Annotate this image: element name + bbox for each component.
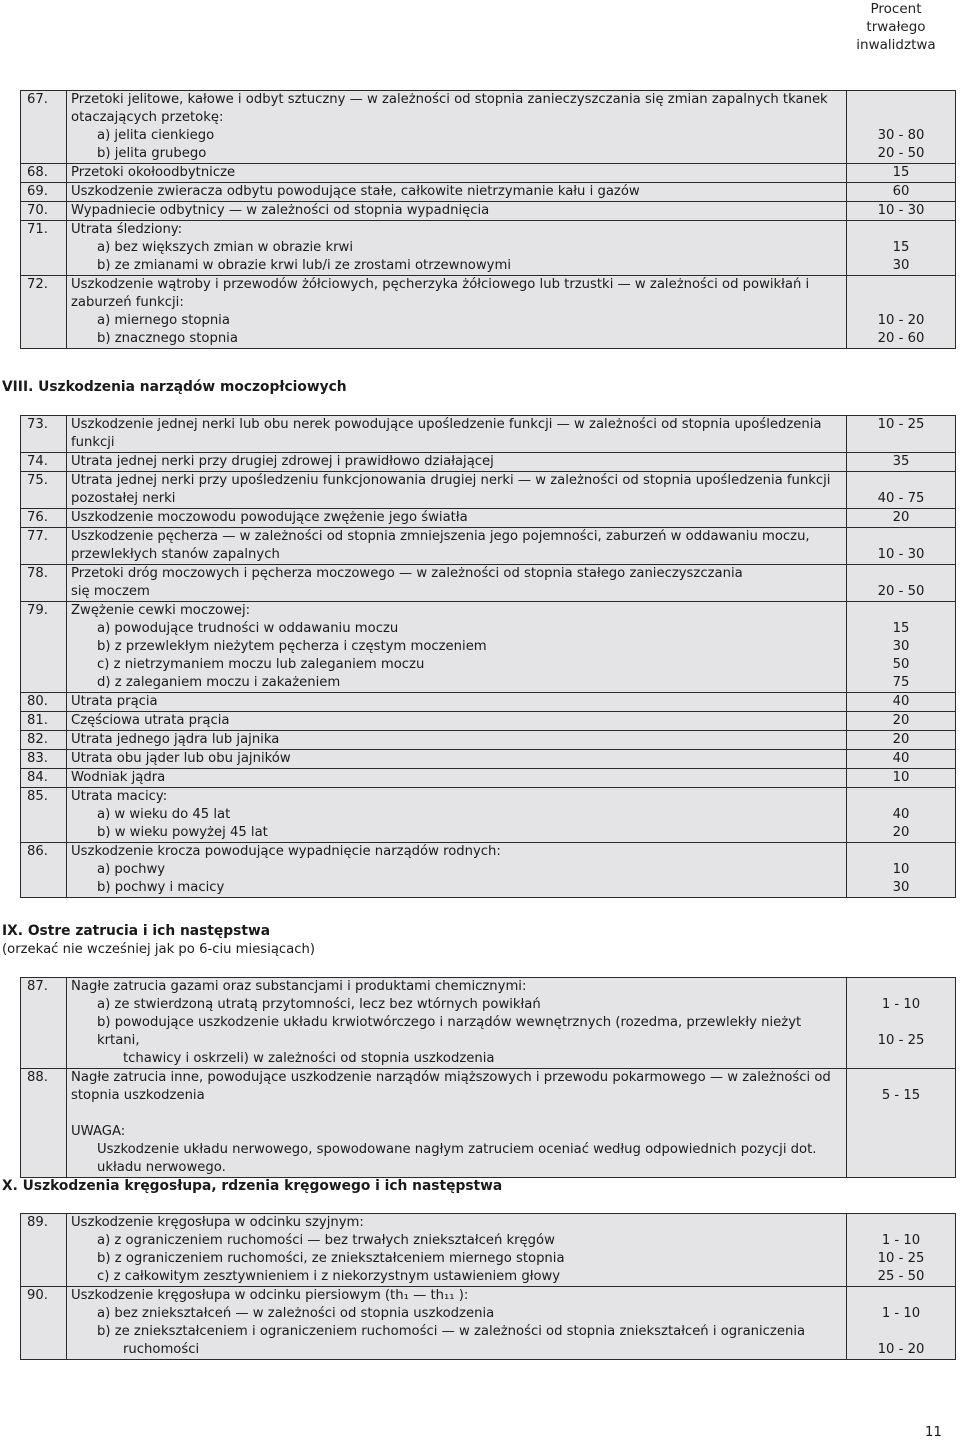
percent-value: 40 [892, 751, 910, 766]
description-line: b) z ograniczeniem ruchomości, ze zniekształceniem miernego stopnia [97, 1251, 565, 1266]
item-number: 73. [21, 416, 67, 453]
item-number: 75. [21, 472, 67, 509]
item-number: 71. [21, 221, 67, 276]
percent-value [847, 472, 955, 490]
description-line: b) w wieku powyżej 45 lat [97, 825, 268, 840]
item-number: 76. [21, 509, 67, 528]
item-description [67, 1287, 847, 1360]
description-line: Utrata jednej nerki przy drugiej zdrowej i prawidłowo działającej [71, 454, 494, 469]
item-number: 82. [21, 731, 67, 750]
percent-value: 1 - 10 [881, 997, 921, 1012]
item-number: 80. [21, 693, 67, 712]
item-number: 72. [21, 276, 67, 349]
percent-value [847, 1069, 955, 1087]
description-line: a) jelita cienkiego [97, 128, 215, 143]
percent-value: 1 - 10 [881, 1306, 921, 1321]
percent-value: 20 [892, 713, 910, 728]
description-line: się moczem [71, 584, 150, 599]
item-number: 70. [21, 202, 67, 221]
table-row [21, 731, 956, 750]
section-ix-title: IX. Ostre zatrucia i ich następstwa [2, 923, 271, 939]
table-row [21, 164, 956, 183]
description-line: b) z przewlekłym nieżytem pęcherza i częstym moczeniem [97, 639, 487, 654]
item-percent [847, 693, 956, 712]
item-percent [847, 509, 956, 528]
item-number: 83. [21, 750, 67, 769]
item-description [67, 565, 847, 602]
table-row [21, 183, 956, 202]
item-number: 77. [21, 528, 67, 565]
item-percent [847, 750, 956, 769]
description-line: Uszkodzenie jednej nerki lub obu nerek powodujące upośledzenie funkcji — w zależności od stopnia upośledzenia funkcji [71, 417, 822, 450]
item-description [67, 416, 847, 453]
percent-value: 15 [892, 621, 910, 636]
item-description [67, 183, 847, 202]
description-line: Nagłe zatrucia gazami oraz substancjami i produktami chemicznymi: [71, 979, 527, 994]
description-line: Przetoki okołoodbytnicze [71, 165, 236, 180]
description-line: Utrata śledziony: [71, 222, 183, 237]
percent-value: 35 [892, 454, 910, 469]
percent-value: 20 - 50 [877, 584, 925, 599]
percent-value [847, 294, 955, 312]
item-description [67, 693, 847, 712]
percent-value: 20 [892, 732, 910, 747]
description-line: Uszkodzenie zwieracza odbytu powodujące stałe, całkowite nietrzymanie kału i gazów [71, 184, 640, 199]
percent-value: 50 [892, 657, 910, 672]
description-line: Uszkodzenie kręgosłupa w odcinku szyjnym: [71, 1215, 364, 1230]
table-row [21, 453, 956, 472]
item-percent [847, 472, 956, 509]
percent-value [847, 788, 955, 806]
injury-table-spine [20, 1213, 956, 1360]
table-row [21, 1287, 956, 1360]
injury-table-urogenital [20, 415, 956, 898]
percent-value: 30 [892, 258, 910, 273]
percent-value: 40 - 75 [877, 491, 925, 506]
item-description [67, 276, 847, 349]
description-line: Wypadniecie odbytnicy — w zależności od stopnia wypadnięcia [71, 203, 490, 218]
description-line: a) w wieku do 45 lat [97, 807, 231, 822]
description-line: a) bez zniekształceń — w zależności od stopnia uszkodzenia [97, 1306, 495, 1321]
item-number: 85. [21, 788, 67, 843]
table-row [21, 978, 956, 1069]
table-row [21, 416, 956, 453]
item-percent [847, 731, 956, 750]
item-description [67, 788, 847, 843]
description-line: Utrata macicy: [71, 789, 168, 804]
description-line: Uszkodzenie moczowodu powodujące zwężenie jego światła [71, 510, 468, 525]
column-header-line: Procent [870, 1, 922, 17]
description-line: d) z zaleganiem moczu i zakażeniem [97, 675, 341, 690]
item-description [67, 221, 847, 276]
injury-table-poisoning [20, 977, 956, 1178]
description-line: c) z nietrzymaniem moczu lub zaleganiem moczu [97, 657, 425, 672]
description-line: a) miernego stopnia [97, 313, 230, 328]
percent-value: 40 [892, 694, 910, 709]
item-number: 87. [21, 978, 67, 1069]
item-number: 79. [21, 602, 67, 693]
table-row [21, 602, 956, 693]
description-line: Wodniak jądra [71, 770, 166, 785]
percent-value: 10 - 20 [877, 1342, 925, 1357]
item-percent [847, 712, 956, 731]
section-x-title: X. Uszkodzenia kręgosłupa, rdzenia kręgowego i ich następstwa [2, 1178, 503, 1194]
item-description [67, 202, 847, 221]
item-percent [847, 276, 956, 349]
percent-value: 15 [892, 165, 910, 180]
description-line: zaburzeń funkcji: [71, 295, 184, 310]
description-line: c) z całkowitym zesztywnieniem i z niekorzystnym ustawieniem głowy [97, 1269, 561, 1284]
description-line: Utrata jednej nerki przy upośledzeniu funkcjonowania drugiej nerki — w zależności od stopnia upośledzenia funkcji [71, 473, 831, 488]
percent-value [847, 91, 955, 109]
item-number: 88. [21, 1069, 67, 1178]
column-header-line: inwalidztwa [856, 37, 936, 53]
item-percent [847, 1069, 956, 1178]
percent-value: 10 - 25 [877, 1251, 925, 1266]
percent-value [847, 1214, 955, 1232]
column-header-line: trwałego [866, 19, 926, 35]
percent-value: 1 - 10 [881, 1233, 921, 1248]
item-percent [847, 1287, 956, 1360]
table-row [21, 472, 956, 509]
description-line: UWAGA: [71, 1124, 126, 1139]
percent-value [847, 109, 955, 127]
description-line: a) powodujące trudności w oddawaniu moczu [97, 621, 399, 636]
item-description [67, 164, 847, 183]
item-number: 90. [21, 1287, 67, 1360]
item-description [67, 769, 847, 788]
description-line: Przetoki dróg moczowych i pęcherza moczowego — w zależności od stopnia stałego zanieczyszczania [71, 566, 743, 581]
injury-table-digestive [20, 90, 956, 349]
description-line: Uszkodzenie układu nerwowego, spowodowane nagłym zatruciem oceniać według odpowiednich pozycji dot. [97, 1142, 817, 1157]
item-description [67, 602, 847, 693]
description-line: b) znacznego stopnia [97, 331, 238, 346]
description-line: Uszkodzenie kręgosłupa w odcinku piersiowym (th₁ — th₁₁ ): [71, 1288, 469, 1303]
item-number: 81. [21, 712, 67, 731]
item-description [67, 453, 847, 472]
percent-value [847, 1105, 955, 1123]
percent-value: 5 - 15 [881, 1088, 921, 1103]
description-line: Utrata jednego jądra lub jajnika [71, 732, 280, 747]
table-row [21, 712, 956, 731]
table-row [21, 565, 956, 602]
section-viii-title: VIII. Uszkodzenia narządów moczopłciowych [2, 379, 347, 395]
percent-value: 30 [892, 639, 910, 654]
description-line: pozostałej nerki [71, 491, 176, 506]
description-line: Utrata obu jąder lub obu jajników [71, 751, 291, 766]
percent-value: 10 - 20 [877, 313, 925, 328]
item-number: 74. [21, 453, 67, 472]
item-number: 86. [21, 843, 67, 898]
description-line: b) ze zniekształceniem i ograniczeniem ruchomości — w zależności od stopnia zniekształceń i ograniczenia [97, 1324, 806, 1339]
table-row [21, 276, 956, 349]
section-ix-note: (orzekać nie wcześniej jak po 6-ciu miesiącach) [2, 942, 316, 957]
item-percent [847, 978, 956, 1069]
item-description [67, 843, 847, 898]
percent-value: 75 [892, 675, 910, 690]
item-percent [847, 416, 956, 453]
description-line: Nagłe zatrucia inne, powodujące uszkodzenie narządów miąższowych i przewodu pokarmowego — w zależności od [71, 1070, 831, 1085]
table-row [21, 91, 956, 164]
percent-value [847, 843, 955, 861]
description-line: b) ze zmianami w obrazie krwi lub/i ze zrostami otrzewnowymi [97, 258, 511, 273]
item-percent [847, 528, 956, 565]
item-percent [847, 602, 956, 693]
percent-value [847, 565, 955, 583]
table-row [21, 1214, 956, 1287]
percent-value [847, 1323, 955, 1341]
percent-value: 30 - 80 [877, 128, 925, 143]
percent-value: 60 [892, 184, 910, 199]
description-line: tchawicy i oskrzeli) w zależności od stopnia uszkodzenia [123, 1051, 495, 1066]
description-line: Uszkodzenie krocza powodujące wypadnięcie narządów rodnych: [71, 844, 501, 859]
table-row [21, 693, 956, 712]
percent-value [847, 602, 955, 620]
item-description [67, 978, 847, 1069]
item-percent [847, 843, 956, 898]
table-row [21, 843, 956, 898]
percent-value [847, 1287, 955, 1305]
description-line: ruchomości [123, 1342, 200, 1357]
description-line: b) powodujące uszkodzenie układu krwiotwórczego i narządów wewnętrznych (rozedma, przewlekły nieżyt krtani, [97, 1015, 802, 1048]
description-line: stopnia uszkodzenia [71, 1088, 205, 1103]
item-description [67, 731, 847, 750]
item-number: 68. [21, 164, 67, 183]
percent-value: 20 - 50 [877, 146, 925, 161]
percent-value: 15 [892, 240, 910, 255]
description-line: a) ze stwierdzoną utratą przytomności, lecz bez wtórnych powikłań [97, 997, 541, 1012]
item-description [67, 528, 847, 565]
description-line: a) pochwy [97, 862, 166, 877]
item-description [67, 91, 847, 164]
item-percent [847, 221, 956, 276]
percent-value [847, 1141, 955, 1159]
item-number: 89. [21, 1214, 67, 1287]
percent-value: 10 - 30 [877, 547, 925, 562]
percent-value: 25 - 50 [877, 1269, 925, 1284]
item-percent [847, 164, 956, 183]
item-number: 67. [21, 91, 67, 164]
percent-value: 10 [892, 770, 910, 785]
item-number: 78. [21, 565, 67, 602]
percent-value: 10 [892, 862, 910, 877]
table-row [21, 750, 956, 769]
percent-value [847, 1123, 955, 1141]
description-line: a) bez większych zmian w obrazie krwi [97, 240, 353, 255]
item-description [67, 1069, 847, 1178]
item-description [67, 712, 847, 731]
description-line: Częściowa utrata prącia [71, 713, 230, 728]
percent-value: 10 - 25 [877, 1033, 925, 1048]
description-line: Zwężenie cewki moczowej: [71, 603, 251, 618]
description-line: Uszkodzenie wątroby i przewodów żółciowych, pęcherzyka żółciowego lub trzustki — w zależności od powikłań i [71, 277, 810, 292]
table-row [21, 1069, 956, 1178]
description-line: otaczających przetokę: [71, 110, 224, 125]
table-row [21, 221, 956, 276]
description-line: a) z ograniczeniem ruchomości — bez trwałych zniekształceń kręgów [97, 1233, 555, 1248]
table-row [21, 769, 956, 788]
item-percent [847, 453, 956, 472]
table-row [21, 528, 956, 565]
page-number: 11 [924, 1424, 942, 1440]
table-row [21, 509, 956, 528]
percent-value: 20 [892, 825, 910, 840]
percent-value [847, 276, 955, 294]
item-number: 69. [21, 183, 67, 202]
percent-value: 10 - 30 [877, 203, 925, 218]
percent-value [847, 221, 955, 239]
item-percent [847, 202, 956, 221]
percent-value [847, 1159, 955, 1177]
description-line: b) pochwy i macicy [97, 880, 225, 895]
item-percent [847, 1214, 956, 1287]
description-line: przewlekłych stanów zapalnych [71, 547, 280, 562]
description-line: układu nerwowego. [97, 1160, 226, 1175]
item-percent [847, 565, 956, 602]
percent-value [847, 978, 955, 996]
item-percent [847, 91, 956, 164]
item-percent [847, 769, 956, 788]
item-description [67, 509, 847, 528]
percent-value: 30 [892, 880, 910, 895]
column-header-percent [846, 0, 946, 54]
item-description [67, 1214, 847, 1287]
percent-value [847, 528, 955, 546]
item-percent [847, 788, 956, 843]
table-row [21, 202, 956, 221]
percent-value: 20 [892, 510, 910, 525]
description-line: Uszkodzenie pęcherza — w zależności od stopnia zmniejszenia jego pojemności, zaburzeń w oddawaniu moczu, [71, 529, 810, 544]
description-line: Przetoki jelitowe, kałowe i odbyt sztuczny — w zależności od stopnia zanieczyszczania się zmian zapalnych tkanek [71, 92, 828, 107]
percent-value [847, 1014, 955, 1032]
item-percent [847, 183, 956, 202]
description-line: Utrata prącia [71, 694, 158, 709]
percent-value: 40 [892, 807, 910, 822]
description-line [71, 1105, 843, 1123]
table-row [21, 788, 956, 843]
percent-value: 20 - 60 [877, 331, 925, 346]
percent-value: 10 - 25 [877, 417, 925, 432]
description-line: b) jelita grubego [97, 146, 207, 161]
item-description [67, 472, 847, 509]
item-description [67, 750, 847, 769]
item-number: 84. [21, 769, 67, 788]
